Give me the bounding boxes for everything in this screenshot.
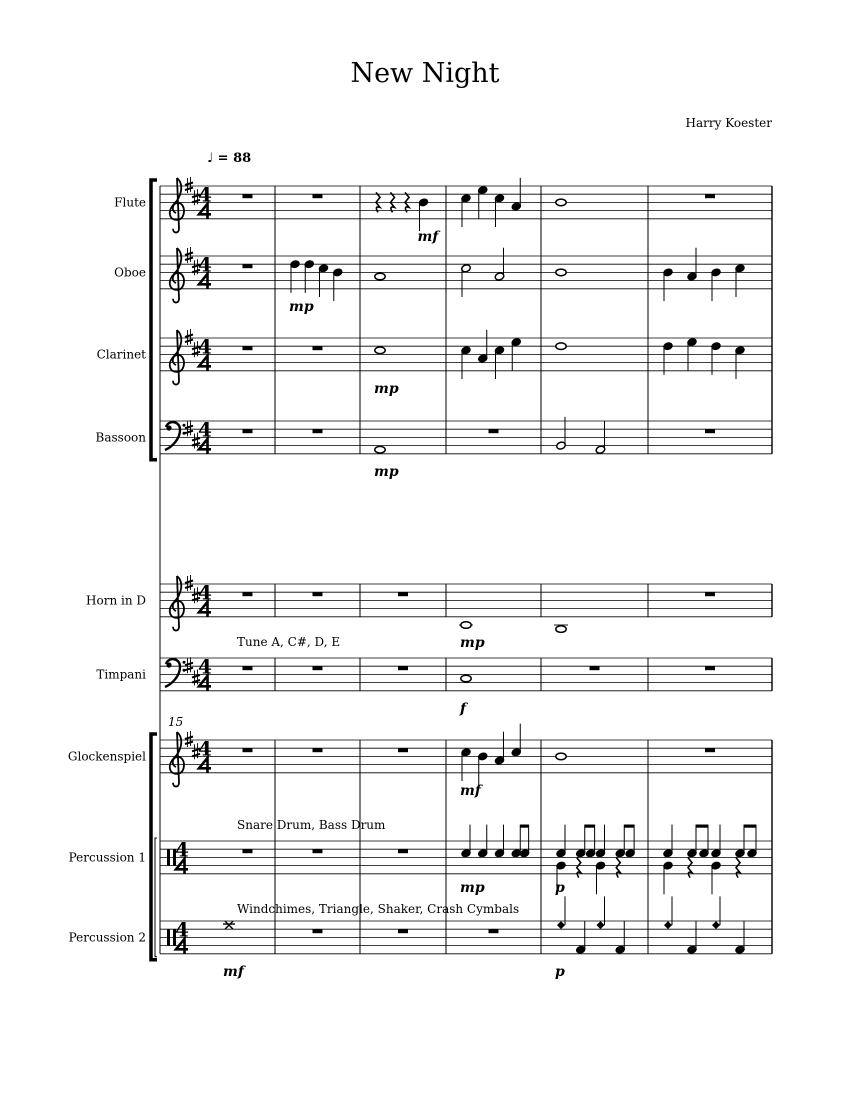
whole-rest xyxy=(705,748,715,752)
dynamic-marking: mp xyxy=(289,298,314,315)
notehead xyxy=(375,347,385,354)
whole-rest xyxy=(313,748,323,752)
time-signature-numerator: 4 xyxy=(198,580,212,605)
dynamic-marking: mp xyxy=(460,879,485,896)
staff-percussion-1 xyxy=(69,818,772,896)
staff-clarinet xyxy=(97,329,772,397)
whole-rest xyxy=(590,666,600,670)
whole-rest xyxy=(243,748,253,752)
whole-rest xyxy=(243,429,253,433)
staff-timpani xyxy=(96,635,772,717)
whole-rest xyxy=(313,592,323,596)
time-signature-numerator: 4 xyxy=(175,837,189,862)
whole-rest xyxy=(313,849,323,853)
notehead xyxy=(556,269,566,276)
diamond-notehead xyxy=(597,921,605,929)
whole-rest xyxy=(243,666,253,670)
whole-rest xyxy=(398,592,408,596)
notehead xyxy=(556,199,566,206)
time-signature-numerator: 4 xyxy=(198,334,212,359)
whole-rest xyxy=(705,666,715,670)
staff-horn-in-d xyxy=(86,575,772,651)
notehead xyxy=(556,343,566,350)
tempo-marking: ♩ = 88 xyxy=(207,151,252,166)
notehead xyxy=(556,753,566,760)
instrument-annotation: Windchimes, Triangle, Shaker, Crash Cymbals xyxy=(237,902,520,916)
quarter-rest xyxy=(736,858,740,878)
crossed-notehead-icon xyxy=(223,921,235,929)
instrument-name: Timpani xyxy=(96,667,146,682)
instrument-name: Horn in D xyxy=(86,593,146,608)
staff-oboe xyxy=(114,247,772,315)
dynamic-marking: p xyxy=(555,963,565,980)
percussion-clef-icon xyxy=(167,849,170,865)
bass-clef-dot xyxy=(166,662,171,667)
bass-clef-dot xyxy=(183,424,186,427)
instrument-name: Bassoon xyxy=(95,430,146,445)
whole-rest xyxy=(489,929,499,933)
instrument-name: Percussion 2 xyxy=(68,930,146,945)
dynamic-marking: mf xyxy=(460,782,481,799)
whole-rest xyxy=(313,929,323,933)
diamond-notehead xyxy=(557,921,565,929)
bracket-woodwinds xyxy=(151,180,157,460)
staff-bassoon xyxy=(96,417,772,480)
whole-rest xyxy=(243,194,253,198)
time-signature-numerator: 4 xyxy=(175,917,189,942)
dynamic-marking: mf xyxy=(417,228,439,245)
dynamic-marking: mp xyxy=(374,380,399,397)
dynamic-marking: mf xyxy=(223,963,244,980)
instrument-name: Clarinet xyxy=(96,347,146,362)
whole-rest xyxy=(243,264,253,268)
whole-rest xyxy=(313,429,323,433)
time-signature-numerator: 4 xyxy=(198,417,212,442)
staff-flute xyxy=(114,177,772,245)
time-signature-numerator: 4 xyxy=(198,654,212,679)
notehead xyxy=(375,273,385,280)
bass-clef-dot xyxy=(183,661,186,664)
instrument-name: Glockenspiel xyxy=(67,749,146,764)
notehead xyxy=(461,675,471,682)
staff-percussion-2 xyxy=(69,896,772,979)
notehead xyxy=(461,622,471,629)
whole-rest xyxy=(705,194,715,198)
time-signature-numerator: 4 xyxy=(198,182,212,207)
time-signature-numerator: 4 xyxy=(198,252,212,277)
bracket-percussion xyxy=(151,734,157,960)
time-signature-numerator: 4 xyxy=(198,736,212,761)
instrument-name: Percussion 1 xyxy=(68,850,146,865)
instrument-annotation: Snare Drum, Bass Drum xyxy=(237,818,386,832)
notehead xyxy=(556,626,566,633)
whole-rest xyxy=(398,849,408,853)
quarter-rest xyxy=(688,858,692,878)
instrument-name: Flute xyxy=(114,195,146,210)
whole-rest xyxy=(705,429,715,433)
quarter-rest xyxy=(577,858,581,878)
percussion-sub-bracket xyxy=(155,838,157,957)
composer-name: Harry Koester xyxy=(685,116,772,130)
whole-rest xyxy=(243,849,253,853)
dynamic-marking: mp xyxy=(460,635,485,651)
piece-title: New Night xyxy=(350,58,500,89)
whole-rest xyxy=(398,748,408,752)
quarter-rest xyxy=(616,858,620,878)
whole-rest xyxy=(313,666,323,670)
whole-rest xyxy=(243,346,253,350)
dynamic-marking: p xyxy=(555,879,565,896)
ottava-mark: 15 xyxy=(168,715,184,729)
whole-rest xyxy=(489,429,499,433)
instrument-annotation: Tune A, C#, D, E xyxy=(237,635,341,649)
whole-rest xyxy=(398,666,408,670)
whole-rest xyxy=(705,592,715,596)
dynamic-marking: mp xyxy=(374,463,399,480)
percussion-clef-icon xyxy=(167,929,170,945)
system xyxy=(68,177,772,980)
whole-rest xyxy=(243,592,253,596)
diamond-notehead xyxy=(664,921,672,929)
whole-rest xyxy=(398,929,408,933)
diamond-notehead xyxy=(712,921,720,929)
dynamic-marking: f xyxy=(460,700,467,717)
bass-clef-dot xyxy=(166,425,171,430)
notehead xyxy=(375,446,385,453)
whole-rest xyxy=(313,194,323,198)
instrument-name: Oboe xyxy=(114,265,146,280)
whole-rest xyxy=(313,346,323,350)
staff-glockenspiel xyxy=(68,715,772,799)
